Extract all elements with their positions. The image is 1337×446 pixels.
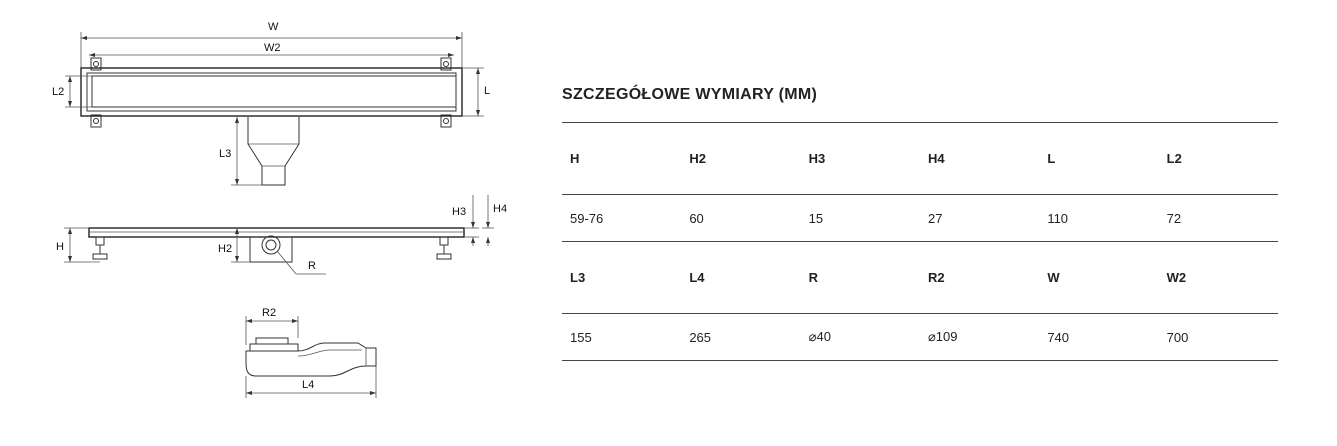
label-r2: R2 — [262, 307, 277, 319]
table-header-row — [562, 123, 1278, 195]
table-cell: 700 — [1166, 329, 1189, 345]
table-header-cell: W — [1047, 270, 1060, 285]
table-cell: ⌀109 — [927, 329, 958, 344]
specs-panel — [562, 84, 1278, 361]
label-h: H — [56, 241, 64, 253]
top-view — [52, 21, 490, 185]
trap-view — [246, 307, 376, 398]
label-l4: L4 — [302, 379, 315, 391]
label-l3: L3 — [219, 148, 232, 160]
label-l2: L2 — [52, 86, 65, 98]
dimensions-table — [562, 122, 1278, 361]
table-header-cell: L2 — [1166, 151, 1182, 166]
table-header-cell: H4 — [927, 151, 945, 166]
table-header-cell: W2 — [1166, 270, 1187, 285]
table-cell: 59-76 — [570, 210, 604, 226]
label-h2: H2 — [218, 243, 233, 255]
table-header-cell: R2 — [927, 270, 945, 285]
specs-title: SZCZEGÓŁOWE WYMIARY (MM) — [562, 86, 818, 103]
label-w2: W2 — [264, 42, 281, 54]
table-header-cell: R — [808, 270, 819, 285]
table-header-cell: L4 — [689, 270, 705, 285]
table-row — [562, 195, 1278, 242]
technical-drawing — [0, 0, 560, 446]
table-cell: 72 — [1166, 210, 1182, 226]
table-cell: 155 — [570, 329, 592, 345]
table-row — [562, 314, 1278, 361]
label-l: L — [484, 85, 491, 97]
table-cell: 27 — [927, 210, 943, 226]
side-view — [56, 195, 507, 274]
label-r: R — [308, 260, 316, 272]
table-header-row — [562, 242, 1278, 314]
table-cell: 265 — [689, 329, 712, 345]
label-w: W — [268, 21, 279, 33]
table-cell: 60 — [689, 210, 704, 226]
table-cell: 15 — [808, 210, 824, 226]
table-header-cell: L — [1047, 151, 1056, 166]
label-h4: H4 — [493, 203, 508, 215]
table-cell: ⌀40 — [808, 329, 831, 344]
label-h3: H3 — [452, 206, 467, 218]
table-header-cell: L3 — [570, 270, 586, 285]
table-cell: 740 — [1047, 329, 1070, 345]
table-header-cell: H — [570, 151, 580, 166]
table-header-cell: H2 — [689, 151, 706, 166]
table-header-cell: H3 — [808, 151, 826, 166]
table-cell: 110 — [1047, 210, 1069, 226]
